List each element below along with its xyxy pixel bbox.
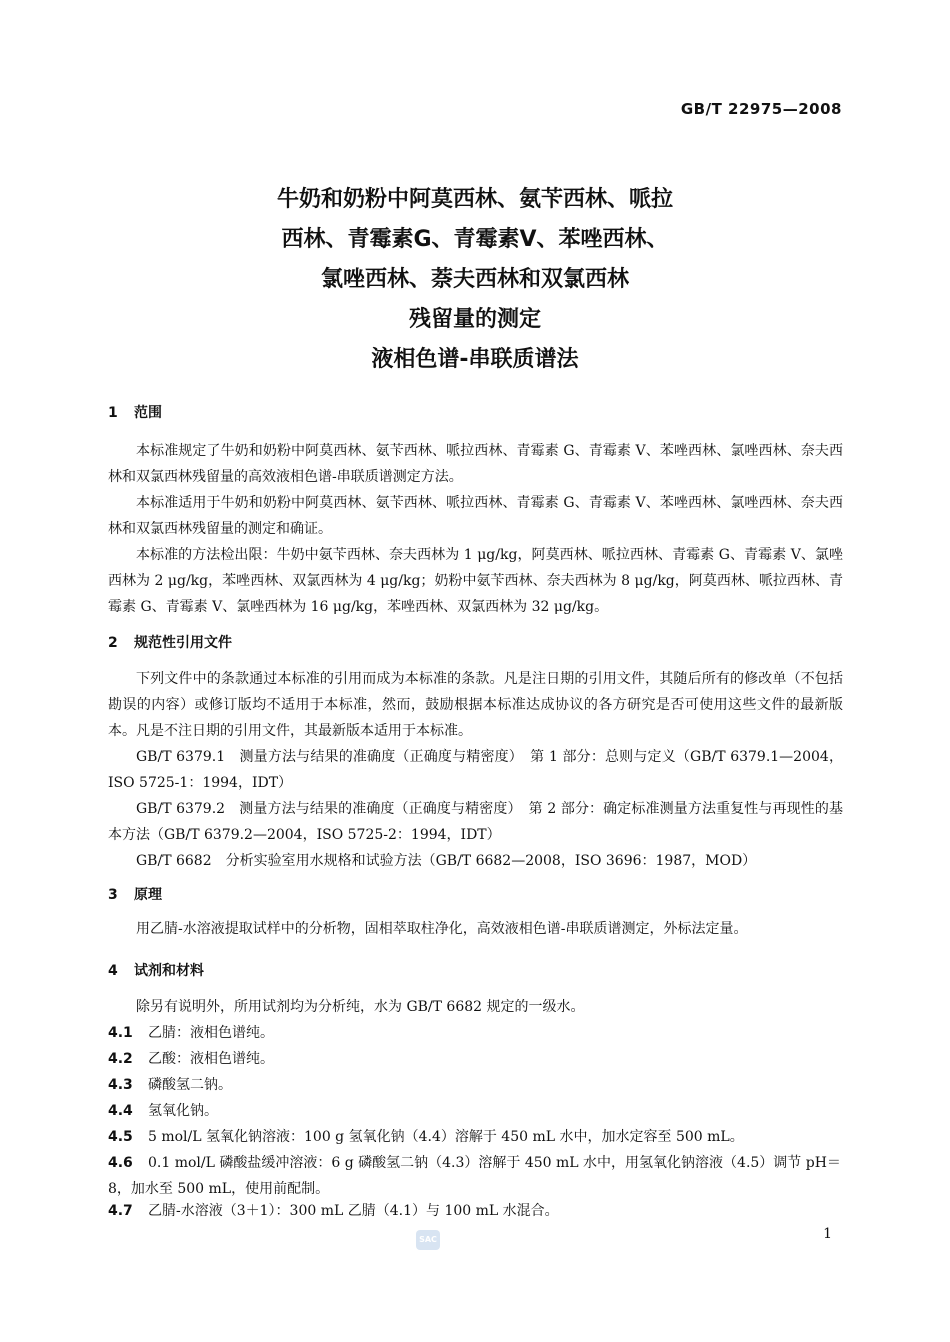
title-line: 牛奶和奶粉中阿莫西林、氨苄西林、哌拉 (276, 187, 673, 212)
reagent-item (108, 1020, 843, 1046)
reagent-number: 4.7 (108, 1203, 133, 1219)
reagent-number: 4.5 (108, 1129, 133, 1145)
title-line: 西林、青霉素G、青霉素V、苯唑西林、 (281, 227, 669, 252)
section-title: 原理 (134, 887, 162, 903)
document-title (0, 180, 950, 380)
reagent-text: 氢氧化钠。 (148, 1103, 218, 1119)
reagent-item (108, 1098, 843, 1124)
section-heading-principle (108, 884, 162, 904)
section-number: 1 (108, 405, 118, 421)
reference-item: GB/T 6379.2 测量方法与结果的准确度（正确度与精密度） 第 2 部分：确定标准测量方法重复性与再现性的基本方法（GB/T 6379.2—2004，ISO 5725-2：1994，IDT） (108, 801, 843, 843)
reagents-intro-block (108, 994, 843, 1020)
title-line: 液相色谱-串联质谱法 (371, 347, 579, 372)
reagent-text: 5 mol/L 氢氧化钠溶液：100 g 氢氧化钠（4.4）溶解于 450 mL 水中，加水定容至 500 mL。 (148, 1129, 744, 1145)
sac-logo-icon: SAC (416, 1230, 440, 1250)
reagent-item (108, 1124, 843, 1150)
reagent-text: 磷酸氢二钠。 (148, 1077, 232, 1093)
section-heading-scope (108, 402, 162, 422)
principle-paragraph: 用乙腈-水溶液提取试样中的分析物，固相萃取柱净化，高效液相色谱-串联质谱测定，外标法定量。 (136, 921, 748, 937)
title-line: 残留量的测定 (408, 307, 541, 332)
page-number: 1 (823, 1226, 832, 1242)
section-heading-reagents (108, 960, 204, 980)
reagent-text: 乙腈-水溶液（3＋1）：300 mL 乙腈（4.1）与 100 mL 水混合。 (148, 1203, 559, 1219)
reagent-text: 乙腈：液相色谱纯。 (148, 1025, 274, 1041)
reagent-item (108, 1150, 843, 1202)
scope-paragraph: 本标准适用于牛奶和奶粉中阿莫西林、氨苄西林、哌拉西林、青霉素 G、青霉素 V、苯唑西林、氯唑西林、奈夫西林和双氯西林残留量的测定和确证。 (108, 495, 843, 537)
reagent-number: 4.3 (108, 1077, 133, 1093)
scope-paragraph: 本标准的方法检出限：牛奶中氨苄西林、奈夫西林为 1 μg/kg，阿莫西林、哌拉西林、青霉素 G、青霉素 V、氯唑西林为 2 μg/kg，苯唑西林、双氯西林为 4 μg/kg；奶粉中氨苄西林、奈夫西林为 8 μg/kg，阿莫西林、哌拉西林、青霉素 G、青霉素 V、氯唑西林为 16 μg/kg，苯唑西林、双氯西林为 32 μg/kg。 (108, 547, 843, 615)
section-number: 3 (108, 887, 118, 903)
title-line: 氯唑西林、萘夫西林和双氯西林 (320, 267, 629, 292)
scope-paragraph: 本标准规定了牛奶和奶粉中阿莫西林、氨苄西林、哌拉西林、青霉素 G、青霉素 V、苯唑西林、氯唑西林、奈夫西林和双氯西林残留量的高效液相色谱-串联质谱测定方法。 (108, 443, 843, 485)
reagent-number: 4.6 (108, 1155, 133, 1171)
principle-body (108, 916, 843, 942)
reagent-item (108, 1046, 843, 1072)
reagent-text: 乙酸：液相色谱纯。 (148, 1051, 274, 1067)
reagent-number: 4.2 (108, 1051, 133, 1067)
section-number: 4 (108, 963, 118, 979)
reagent-number: 4.1 (108, 1025, 133, 1041)
reagent-item (108, 1198, 843, 1224)
standard-number: GB/T 22975—2008 (680, 100, 842, 118)
section-heading-references (108, 632, 232, 652)
section-title: 范围 (134, 405, 162, 421)
section-title: 试剂和材料 (134, 963, 204, 979)
section-number: 2 (108, 635, 118, 651)
references-body (108, 666, 843, 874)
reagent-number: 4.4 (108, 1103, 133, 1119)
reference-item: GB/T 6682 分析实验室用水规格和试验方法（GB/T 6682—2008，ISO 3696：1987，MOD） (136, 853, 757, 869)
reagent-item (108, 1072, 843, 1098)
references-intro: 下列文件中的条款通过本标准的引用而成为本标准的条款。凡是注日期的引用文件，其随后所有的修改单（不包括勘误的内容）或修订版均不适用于本标准，然而，鼓励根据本标准达成协议的各方研究是否可使用这些文件的最新版本。凡是不注日期的引用文件，其最新版本适用于本标准。 (108, 671, 843, 739)
reference-item: GB/T 6379.1 测量方法与结果的准确度（正确度与精密度） 第 1 部分：总则与定义（GB/T 6379.1—2004，ISO 5725-1：1994，IDT） (108, 749, 843, 791)
reagents-intro: 除另有说明外，所用试剂均为分析纯，水为 GB/T 6682 规定的一级水。 (136, 999, 585, 1015)
section-title: 规范性引用文件 (134, 635, 232, 651)
reagent-text: 0.1 mol/L 磷酸盐缓冲溶液：6 g 磷酸氢二钠（4.3）溶解于 450 mL 水中，用氢氧化钠溶液（4.5）调节 pH＝8，加水至 500 mL，使用前配制。 (108, 1155, 841, 1197)
scope-body (108, 438, 843, 620)
